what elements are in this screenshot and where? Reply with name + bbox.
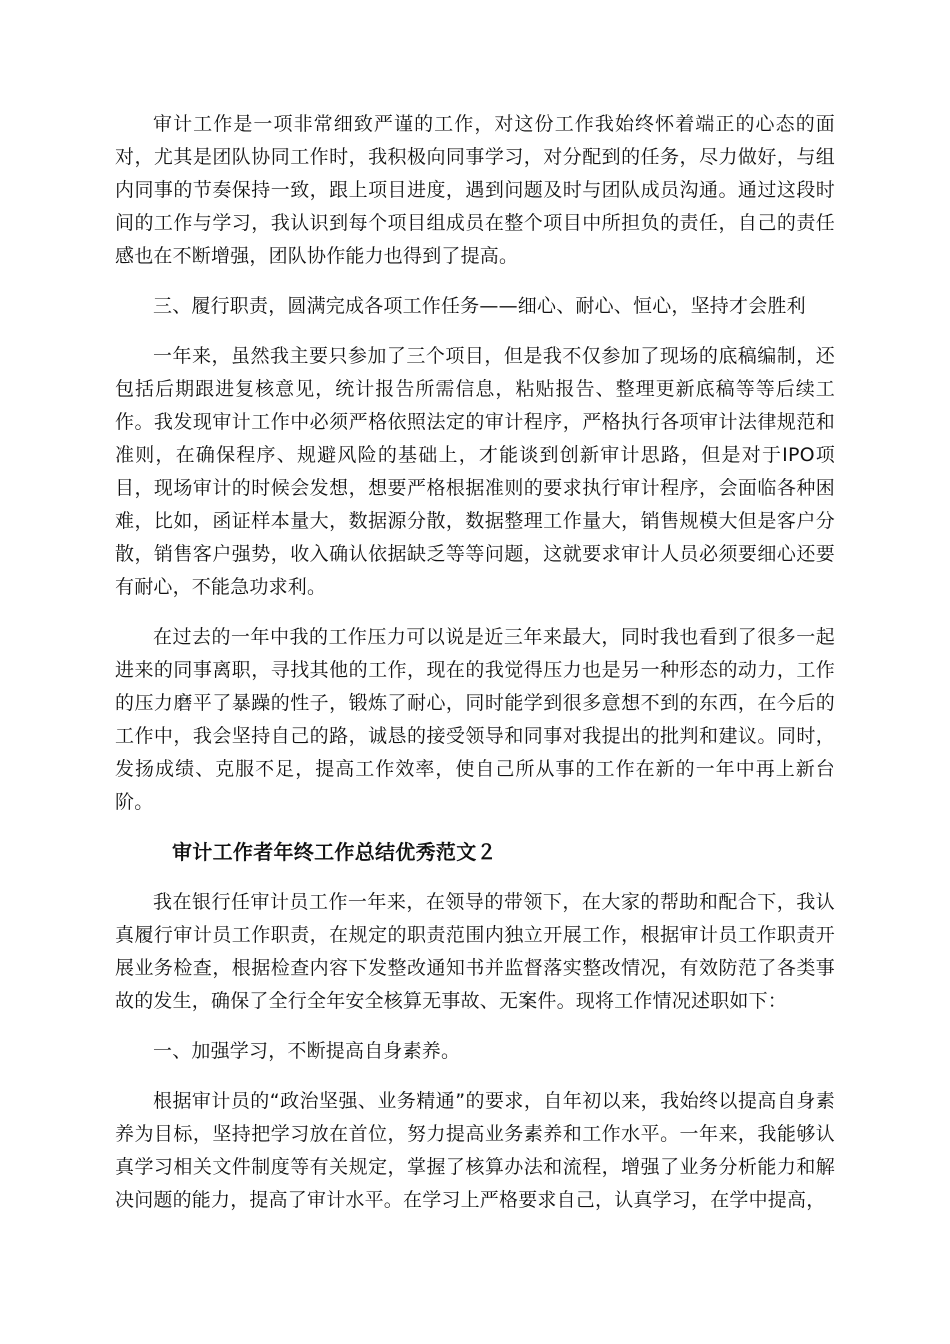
document-page bbox=[115, 108, 835, 1217]
paragraph-bank-auditor-intro: 我在银行任审计员工作一年来，在领导的带领下，在大家的帮助和配合下，我认真履行审计员工作职责，在规定的职责范围内独立开展工作，根据审计员工作职责开展业务检查，根据检查内容下发整改通知书并监督落实整改情况，有效防范了各类事故的发生，确保了全行全年安全核算无事故、无案件。现将工作情况述职如下： bbox=[115, 891, 835, 1012]
paragraph-learning: 根据审计员的“政治坚强、业务精通”的要求，自年初以来，我始终以提高自身素养为目标，坚持把学习放在首位，努力提高业务素养和工作水平。一年来，我能够认真学习相关文件制度等有关规定，掌握了核算办法和流程，增强了业务分析能力和解决问题的能力，提高了审计水平。在学习上严格要求自己，认真学习，在学中提高， bbox=[115, 1090, 835, 1211]
paragraph-teamwork: 审计工作是一项非常细致严谨的工作，对这份工作我始终怀着端正的心态的面对，尤其是团队协同工作时，我积极向同事学习，对分配到的任务，尽力做好，与组内同事的节奏保持一致，跟上项目进度，遇到问题及时与团队成员沟通。通过这段时间的工作与学习，我认识到每个项目组成员在整个项目中所担负的责任，自己的责任感也在不断增强，团队协作能力也得到了提高。 bbox=[115, 113, 835, 267]
section-subheading-learning: 一、加强学习，不断提高自身素养。 bbox=[153, 1040, 461, 1062]
paragraph-projects: 一年来，虽然我主要只参加了三个项目，但是我不仅参加了现场的底稿编制，还包括后期跟进复核意见，统计报告所需信息，粘贴报告、整理更新底稿等等后续工作。我发现审计工作中必须严格依照法定的审计程序，严格执行各项审计法律规范和准则，在确保程序、规避风险的基础上，才能谈到创新审计思路，但是对于IPO项目，现场审计的时候会发想，想要严格根据准则的要求执行审计程序，会面临各种困难，比如，函证样本量大，数据源分散，数据整理工作量大，销售规模大但是客户分散，销售客户强势，收入确认依据缺乏等等问题，这就要求审计人员必须要细心还要有耐心，不能急功求利。 bbox=[115, 345, 835, 598]
paragraph-pressure: 在过去的一年中我的工作压力可以说是近三年来最大，同时我也看到了很多一起进来的同事离职，寻找其他的工作，现在的我觉得压力也是另一种形态的动力，工作的压力磨平了暴躁的性子，锻炼了耐心，同时能学到很多意想不到的东西，在今后的工作中，我会坚持自己的路，诚恳的接受领导和同事对我提出的批判和建议。同时，发扬成绩、克服不足，提高工作效率，使自己所从事的工作在新的一年中再上新台阶。 bbox=[115, 626, 835, 813]
section-heading-sample-2: 审计工作者年终工作总结优秀范文２ bbox=[172, 840, 497, 864]
section-subheading-duties: 三、履行职责，圆满完成各项工作任务——细心、耐心、恒心，坚持才会胜利 bbox=[153, 295, 806, 317]
